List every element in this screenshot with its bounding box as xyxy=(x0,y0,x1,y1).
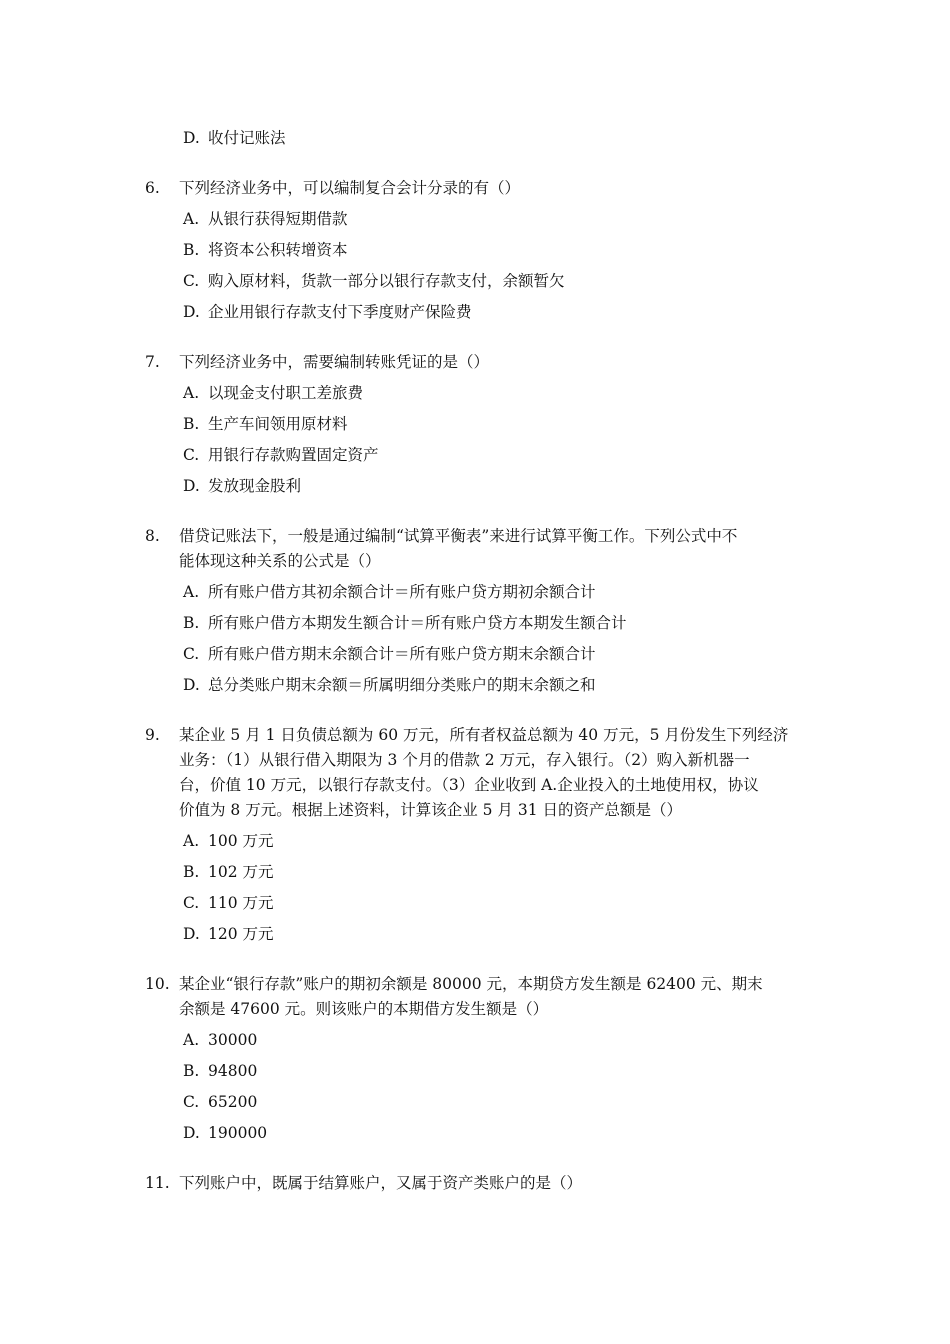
option-text: 102 万元 xyxy=(208,863,274,881)
question-text: 某企业“银行存款”账户的期初余额是 80000 元，本期贷方发生额是 62400 元、期末 xyxy=(179,975,763,993)
question-number: 6. xyxy=(145,179,160,197)
option-letter: A. xyxy=(183,1031,200,1049)
question-number: 8. xyxy=(145,527,160,545)
question-number: 7. xyxy=(145,353,160,371)
option-text: 从银行获得短期借款 xyxy=(208,210,348,228)
question-text: 台，价值 10 万元，以银行存款支付。（3）企业收到 A.企业投入的土地使用权，协议 xyxy=(179,776,759,794)
option-text: 购入原材料，货款一部分以银行存款支付，余额暂欠 xyxy=(208,272,565,290)
option-text: 110 万元 xyxy=(208,894,274,912)
option-text: 将资本公积转增资本 xyxy=(208,241,348,259)
question-text: 借贷记账法下，一般是通过编制“试算平衡表”来进行试算平衡工作。下列公式中不 xyxy=(179,527,738,545)
option-text: 100 万元 xyxy=(208,832,274,850)
question-text: 能体现这种关系的公式是（） xyxy=(179,552,381,570)
option-letter: D. xyxy=(183,1124,200,1142)
option-letter: D. xyxy=(183,303,200,321)
question-number: 10. xyxy=(145,975,170,993)
option-letter: B. xyxy=(183,415,200,433)
option-letter: D. xyxy=(183,925,200,943)
option-letter: B. xyxy=(183,1062,200,1080)
option-text: 以现金支付职工差旅费 xyxy=(208,384,364,402)
option-text: 总分类账户期末余额＝所属明细分类账户的期末余额之和 xyxy=(208,676,596,694)
question-text: 余额是 47600 元。则该账户的本期借方发生额是（） xyxy=(179,1000,549,1018)
option-letter: C. xyxy=(183,894,200,912)
option-letter: A. xyxy=(183,583,200,601)
option-text: 所有账户借方本期发生额合计＝所有账户贷方本期发生额合计 xyxy=(208,614,627,632)
option-text: 用银行存款购置固定资产 xyxy=(208,446,379,464)
option-letter: A. xyxy=(183,210,200,228)
option-letter: A. xyxy=(183,832,200,850)
option-text: 65200 xyxy=(208,1093,258,1111)
option-text: 30000 xyxy=(208,1031,258,1049)
question-number: 9. xyxy=(145,726,160,744)
option-text: 所有账户借方期末余额合计＝所有账户贷方期末余额合计 xyxy=(208,645,596,663)
option-letter: C. xyxy=(183,645,200,663)
question-text: 业务：（1）从银行借入期限为 3 个月的借款 2 万元，存入银行。（2）购入新机器一 xyxy=(179,751,750,769)
question-text: 下列经济业务中，需要编制转账凭证的是（） xyxy=(179,353,490,371)
option-text: 190000 xyxy=(208,1124,268,1142)
question-text: 下列经济业务中，可以编制复合会计分录的有（） xyxy=(179,179,521,197)
option-letter: A. xyxy=(183,384,200,402)
option-letter: C. xyxy=(183,446,200,464)
option-text: 收付记账法 xyxy=(208,129,286,147)
option-letter: B. xyxy=(183,863,200,881)
option-letter: C. xyxy=(183,1093,200,1111)
option-letter: B. xyxy=(183,614,200,632)
option-letter: D. xyxy=(183,129,200,147)
question-text: 某企业 5 月 1 日负债总额为 60 万元，所有者权益总额为 40 万元，5 月份发生下列经济 xyxy=(179,726,789,744)
option-letter: C. xyxy=(183,272,200,290)
question-text: 价值为 8 万元。根据上述资料，计算该企业 5 月 31 日的资产总额是（） xyxy=(179,801,683,819)
option-text: 生产车间领用原材料 xyxy=(208,415,348,433)
question-text: 下列账户中，既属于结算账户，又属于资产类账户的是（） xyxy=(179,1174,583,1192)
option-text: 94800 xyxy=(208,1062,258,1080)
option-text: 企业用银行存款支付下季度财产保险费 xyxy=(208,303,472,321)
option-letter: B. xyxy=(183,241,200,259)
option-text: 所有账户借方其初余额合计＝所有账户贷方期初余额合计 xyxy=(208,583,596,601)
option-letter: D. xyxy=(183,676,200,694)
option-letter: D. xyxy=(183,477,200,495)
question-number: 11. xyxy=(145,1174,170,1192)
option-text: 发放现金股利 xyxy=(208,477,302,495)
option-text: 120 万元 xyxy=(208,925,274,943)
